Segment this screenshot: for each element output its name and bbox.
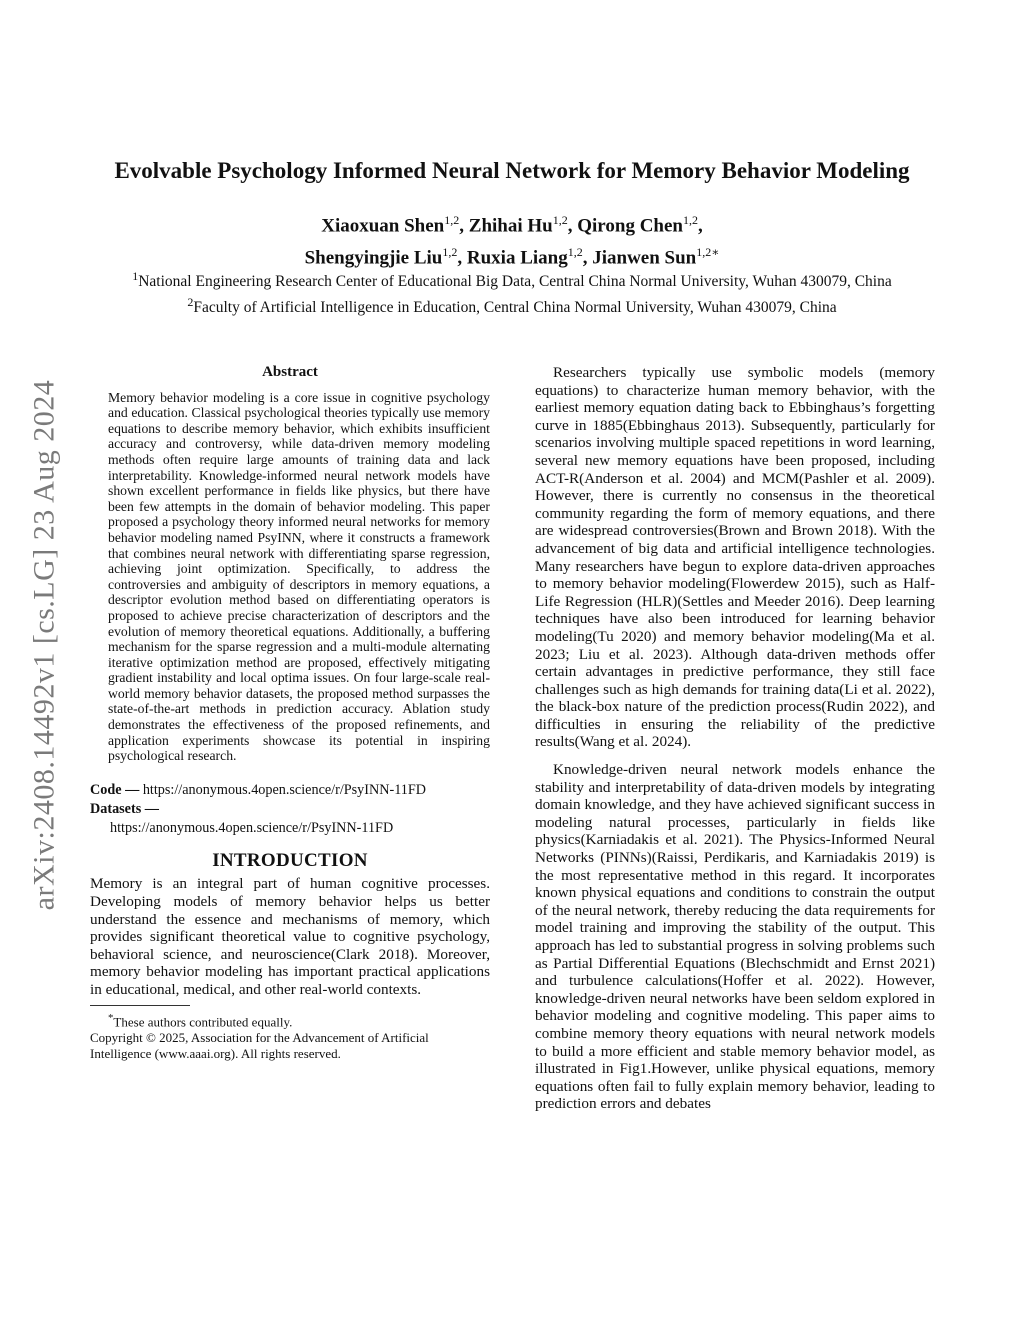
paper-title: Evolvable Psychology Informed Neural Network for Memory Behavior Modeling [114,158,910,183]
abstract-heading: Abstract [262,364,318,380]
author-name: Jianwen Sun [592,247,697,269]
author-name: Ruxia Liang [466,247,568,269]
introduction-paragraph-1: Memory is an integral part of human cognitive processes. Developing models of memory behavior helps us better understand the essence and mechanisms of memory, which provides significant theoretical value to cognitive psychology, behavioral science, and neuroscience(Clark 2018). Moreover, memory behavior modeling has important practical applications in educational, medical, and other real-world contexts. [90,875,490,998]
affiliation-mark: 1 [132,269,139,283]
affiliation-list [0,266,1024,318]
author-name: Zhihai Hu [468,215,553,237]
footnote-marker: * [108,1011,114,1024]
author-affiliation-mark: 1,2 [444,213,460,227]
affiliation-mark: 2 [187,295,194,310]
code-link-line [90,781,490,800]
affiliation-2 [0,292,1024,318]
abstract-body: Memory behavior modeling is a core issue in cognitive psychology and education. Classical psychological theories typically use memory equations to describe memory behavior, which exhibits insufficient accuracy and controversy, while data-driven memory modeling methods often require large amounts of training data and lack interpretability. Knowledge-informed neural network models have shown excellent performance in fields like physics, but there have been few attempts in the domain of behavior modeling. This paper proposed a psychology theory informed neural networks for memory behavior modeling named PsyINN, where it constructs a framework that combines neural network with differentiating sparse regression, achieving joint optimization. Specifically, to address the controversies and ambiguity of descriptors in memory equations, a descriptor evolution method based on differentiating operators is proposed to achieve precise characterization of descriptors and the evolution of memory theoretical equations. Additionally, a buffering mechanism for the sparse regression and a multi-module alternating iterative optimization method are proposed, effectively mitigating gradient instability and local optima issues. On four large-scale real-world memory behavior datasets, the proposed method surpasses the state-of-the-art methods in prediction accuracy. Ablation study demonstrates the effectiveness of the proposed refinements, and application experiments showcase its potential in inspiring psychological research. [108,389,490,764]
footnote-text: These authors contributed equally. [113,1013,293,1029]
affiliation-1 [0,266,1024,292]
arxiv-identifier-text: arXiv:2408.14492v1 [cs.LG] 23 Aug 2024 [27,379,60,911]
datasets-label: Datasets — [90,800,159,817]
author-line-1 [0,207,1024,239]
resource-links [90,781,490,838]
author-separator: , [459,215,469,237]
author-affiliation-mark: 1,2 [567,245,583,260]
author-list [0,207,1024,272]
datasets-url[interactable]: https://anonymous.4open.science/r/PsyINN-11FD [110,819,394,836]
author-affiliation-mark: 1,2 [683,213,698,227]
code-label: Code — [90,781,140,798]
right-paragraph-2: Knowledge-driven neural network models enhance the stability and interpretability of data-driven models by integrating domain knowledge, and they have achieved significant success in modeling natural processes, particularly in fields like physics(Karniadakis et al. 2021). The Physics-Informed Neural Networks (PINNs)(Raissi, Perdikaris, and Karniadakis 2019) is the most representative method in this regard. It incorporates known physical equations and conditions to constrain the output of the neural network, thereby reducing the data requirements for model training and improving the stability of the output. This approach has led to substantial progress in solving problems such as Partial Differential Equations (Blechschmidt and Ernst 2021) and turbulence calculations(Hoffer et al. 2022). However, knowledge-driven neural networks have been seldom explored in behavior modeling and cognitive modeling. This paper aims to combine memory theory equations with neural network models to build a more efficient and stable memory behavior model, as illustrated in Fig1.However, unlike physical equations, memory equations often fail to fully explain memory behavior, leading to prediction errors and debates [535,761,935,1113]
affiliation-text: Faculty of Artificial Intelligence in Education, Central China Normal University, Wuhan 430079, China [193,299,837,317]
right-paragraph-1: Researchers typically use symbolic models (memory equations) to characterize human memory behavior, with the earliest memory equation dating back to Ebbinghaus’s forgetting curve in 1885(Ebbinghaus 2013). Subsequently, particularly for scenarios involving multiple spaced repetitions in word learning, several new memory equations have been proposed, including ACT-R(Anderson et al. 2004) and MCM(Pashler et al. 2009). However, there is currently no consensus in the theoretical community regarding the form of memory equations, and there are widespread controversies(Brown and Brown 2018). With the advancement of big data and artificial intelligence technologies. Many researchers have begun to explore data-driven approaches to memory behavior modeling(Flowerdew 2015), such as Half-Life Regression (HLR)(Settles and Meeder 2016). Deep learning techniques have also been introduced for learning behavior modeling(Tu 2020) and memory behavior modeling(Ma et al. 2023; Liu et al. 2023). Although data-driven methods offer certain advantages in predictive performance, they still face challenges such as high demands for training data(Li et al. 2022), the black-box nature of the prediction process(Rudin 2022), and difficulties in ensuring the reliability of the predictive results(Wang et al. 2024). [535,364,935,751]
author-name: Xiaoxuan Shen [321,215,445,237]
arxiv-identifier-stamp [20,345,68,945]
author-affiliation-mark: 1,2 [552,213,568,227]
author-separator: , [582,247,593,269]
author-separator: , [567,215,578,237]
left-column [90,364,490,1062]
author-separator: , [457,247,467,269]
author-name: Qirong Chen [577,215,683,237]
author-separator: , [698,215,703,237]
code-url[interactable]: https://anonymous.4open.science/r/PsyINN-11FD [142,781,427,798]
introduction-heading: INTRODUCTION [212,849,368,871]
footnotes [90,1010,490,1062]
affiliation-text: National Engineering Research Center of Educational Big Data, Central China Normal University, Wuhan 430079, China [138,273,892,291]
copyright-notice: Copyright © 2025, Association for the Advancement of Artificial Intelligence (www.aaai.org). All rights reserved. [90,1029,429,1061]
footnote-equal-contribution [90,1010,490,1030]
author-affiliation-mark: 1,2 [442,245,458,260]
datasets-label-line [90,800,490,819]
right-column [535,364,935,1113]
author-affiliation-mark: 1,2∗ [696,245,720,260]
footnote-divider [90,1005,190,1006]
author-name: Shengyingjie Liu [304,247,443,269]
